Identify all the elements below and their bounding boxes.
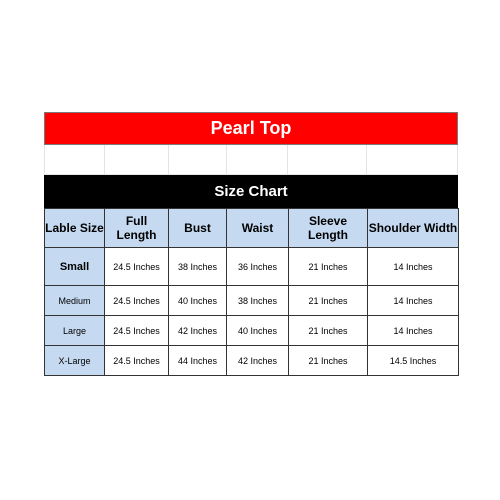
size-chart-heading: Size Chart: [44, 175, 458, 208]
header-row: [45, 209, 459, 248]
waist-cell: 42 Inches: [227, 346, 289, 376]
size-label-cell: Small: [45, 248, 105, 286]
waist-cell: 38 Inches: [227, 286, 289, 316]
full-length-cell: 24.5 Inches: [105, 248, 169, 286]
sleeve-length-cell: 21 Inches: [289, 286, 368, 316]
header-full-length: Full Length: [105, 209, 169, 248]
blank-row: [44, 145, 458, 175]
sleeve-length-cell: 21 Inches: [289, 316, 368, 346]
bust-cell: 40 Inches: [169, 286, 227, 316]
size-label-cell: Medium: [45, 286, 105, 316]
shoulder-width-cell: 14.5 Inches: [368, 346, 459, 376]
sleeve-length-cell: 21 Inches: [289, 346, 368, 376]
table-row: [45, 346, 459, 376]
full-length-cell: 24.5 Inches: [105, 316, 169, 346]
waist-cell: 40 Inches: [227, 316, 289, 346]
header-bust: Bust: [169, 209, 227, 248]
waist-cell: 36 Inches: [227, 248, 289, 286]
full-length-cell: 24.5 Inches: [105, 346, 169, 376]
table-row: [45, 316, 459, 346]
header-sleeve-length: Sleeve Length: [289, 209, 368, 248]
size-label-cell: Large: [45, 316, 105, 346]
product-title: Pearl Top: [44, 112, 458, 145]
shoulder-width-cell: 14 Inches: [368, 316, 459, 346]
header-waist: Waist: [227, 209, 289, 248]
sleeve-length-cell: 21 Inches: [289, 248, 368, 286]
size-table: [44, 208, 459, 376]
header-shoulder-width: Shoulder Width: [368, 209, 459, 248]
bust-cell: 38 Inches: [169, 248, 227, 286]
size-chart-sheet: [44, 112, 458, 376]
size-label-cell: X-Large: [45, 346, 105, 376]
header-label-size: Lable Size: [45, 209, 105, 248]
shoulder-width-cell: 14 Inches: [368, 286, 459, 316]
table-row: [45, 248, 459, 286]
bust-cell: 42 Inches: [169, 316, 227, 346]
table-row: [45, 286, 459, 316]
bust-cell: 44 Inches: [169, 346, 227, 376]
full-length-cell: 24.5 Inches: [105, 286, 169, 316]
shoulder-width-cell: 14 Inches: [368, 248, 459, 286]
